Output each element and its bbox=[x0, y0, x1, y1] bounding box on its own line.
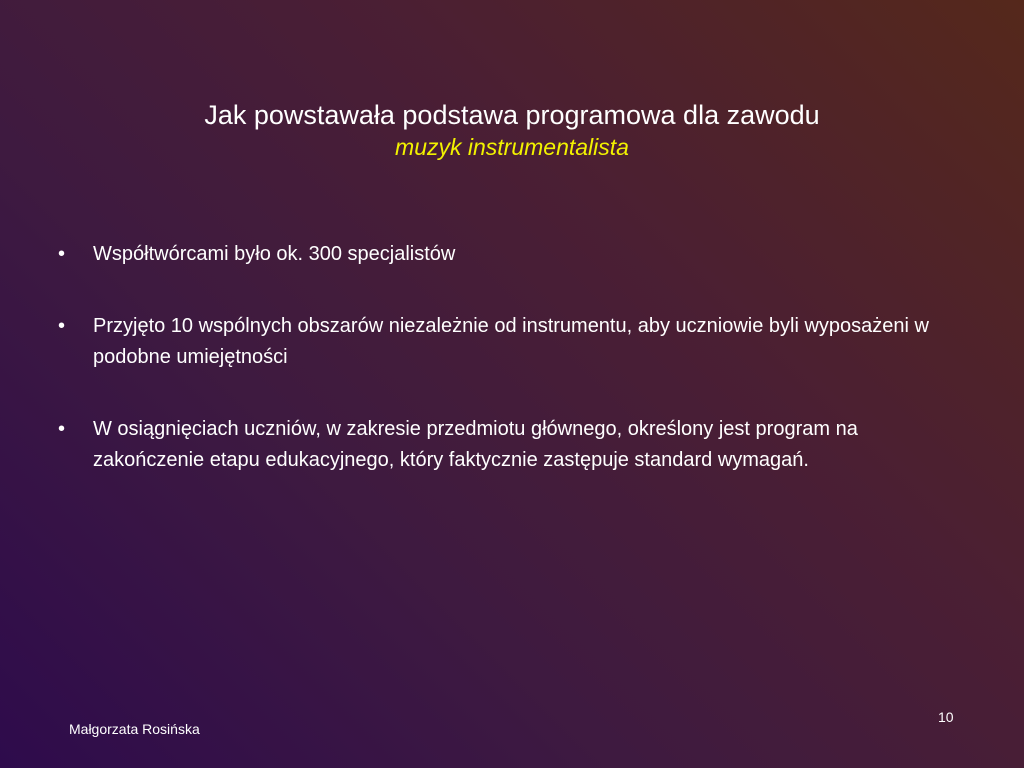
bullet-marker: • bbox=[58, 315, 66, 337]
bullet-text: Współtwórcami było ok. 300 specjalistów bbox=[93, 243, 456, 265]
footer-author: Małgorzata Rosińska bbox=[69, 721, 200, 737]
slide-subtitle: muzyk instrumentalista bbox=[395, 134, 629, 160]
page-number: 10 bbox=[938, 709, 954, 725]
bullet-item bbox=[58, 414, 958, 476]
bullet-item bbox=[58, 239, 958, 270]
bullet-text: W osiągnięciach uczniów, w zakresie przedmiotu głównego, określony jest program na zakończenie etapu edukacyjnego, który faktycznie zastępuje standard wymagań. bbox=[93, 418, 858, 471]
slide-title-block bbox=[0, 98, 1024, 162]
slide-title: Jak powstawała podstawa programowa dla zawodu bbox=[204, 100, 820, 130]
bullet-marker: • bbox=[58, 418, 66, 440]
bullet-item bbox=[58, 311, 958, 373]
bullet-marker: • bbox=[58, 243, 66, 265]
bullet-list bbox=[58, 239, 958, 517]
bullet-text: Przyjęto 10 wspólnych obszarów niezależnie od instrumentu, aby uczniowie byli wyposażeni w podobne umiejętności bbox=[93, 315, 929, 368]
